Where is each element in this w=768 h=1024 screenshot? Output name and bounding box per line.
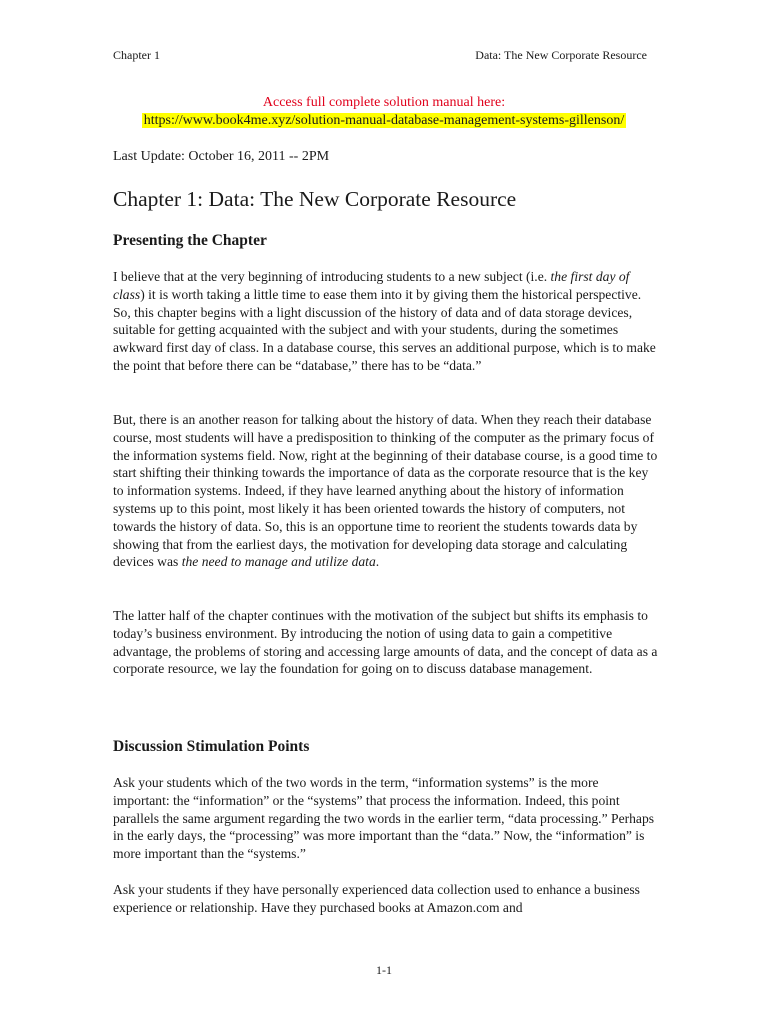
section-heading-presenting: Presenting the Chapter [113, 232, 267, 249]
solution-manual-link[interactable]: https://www.book4me.xyz/solution-manual-database-management-systems-gillenson/ [143, 113, 625, 128]
page-number: 1-1 [376, 963, 392, 977]
running-header [113, 46, 647, 64]
paragraph-4: Ask your students which of the two words in the term, “information systems” is the more important: the “information” or the “systems” that process the information. Indeed, this point parallels the same argument regarding the two words in the earlier term, “data processing.” Perhaps in the early days, the “processing” was more important than the “data.” Now, the “information” is more important than the “systems.” [113, 775, 655, 862]
paragraph-2-text-b: . [375, 554, 380, 570]
paragraph-1 [113, 268, 658, 375]
paragraph-3: The latter half of the chapter continues with the motivation of the subject but shifts its emphasis to today’s business environment. By introducing the notion of using data to gain a competitive advantage, the problems of storing and accessing large amounts of data, and the concept of data as a corporate resource, we lay the foundation for going on to discuss database management. [113, 608, 658, 677]
url-line [0, 112, 768, 130]
paragraph-2 [113, 411, 658, 571]
section-heading-discussion: Discussion Stimulation Points [113, 738, 310, 755]
paragraph-5: Ask your students if they have personally experienced data collection used to enhance a business experience or relationship. Have they purchased books at Amazon.com and [113, 882, 640, 915]
chapter-title: Chapter 1: Data: The New Corporate Resource [113, 187, 517, 211]
paragraph-1-text-b: ) it is worth taking a little time to ease them into it by giving them the historical perspective. So, this chapter begins with a light discussion of the history of data and of data storage devices, suitable for getting acquainted with the subject and with your students, during the sometimes awkward first day of class. In a database course, this serves an additional purpose, which is to make the point that before there can be “database,” there has to be “data.” [113, 286, 656, 373]
access-notice-text: Access full complete solution manual here: [262, 95, 506, 110]
paragraph-2-emphasis: the need to manage and utilize data [181, 554, 376, 570]
paragraph-1-emphasis: the first day of class [113, 269, 630, 302]
paragraph-1-text-a: I believe that at the very beginning of introducing students to a new subject (i.e. [113, 269, 551, 284]
header-chapter-label: Chapter 1 [113, 48, 160, 62]
paragraph-2-text-a: But, there is an another reason for talking about the history of data. When they reach their database course, most students will have a predisposition to thinking of the computer as the primary focus of the information systems field. Now, right at the beginning of their database course, is a good time to start shifting their thinking towards the importance of data as the corporate resource that is the key to information systems. Indeed, if they have learned anything about the history of information systems up to this point, most likely it has been oriented towards the history of computers, not towards the history of data. So, this is an opportune time to reorient the students towards data by showing that from the earliest days, the motivation for developing data storage and calculating devices was [113, 412, 658, 570]
last-update-text: Last Update: October 16, 2011 -- 2PM [113, 149, 330, 164]
header-chapter-title: Data: The New Corporate Resource [475, 48, 647, 62]
solution-manual-notice [0, 94, 768, 130]
